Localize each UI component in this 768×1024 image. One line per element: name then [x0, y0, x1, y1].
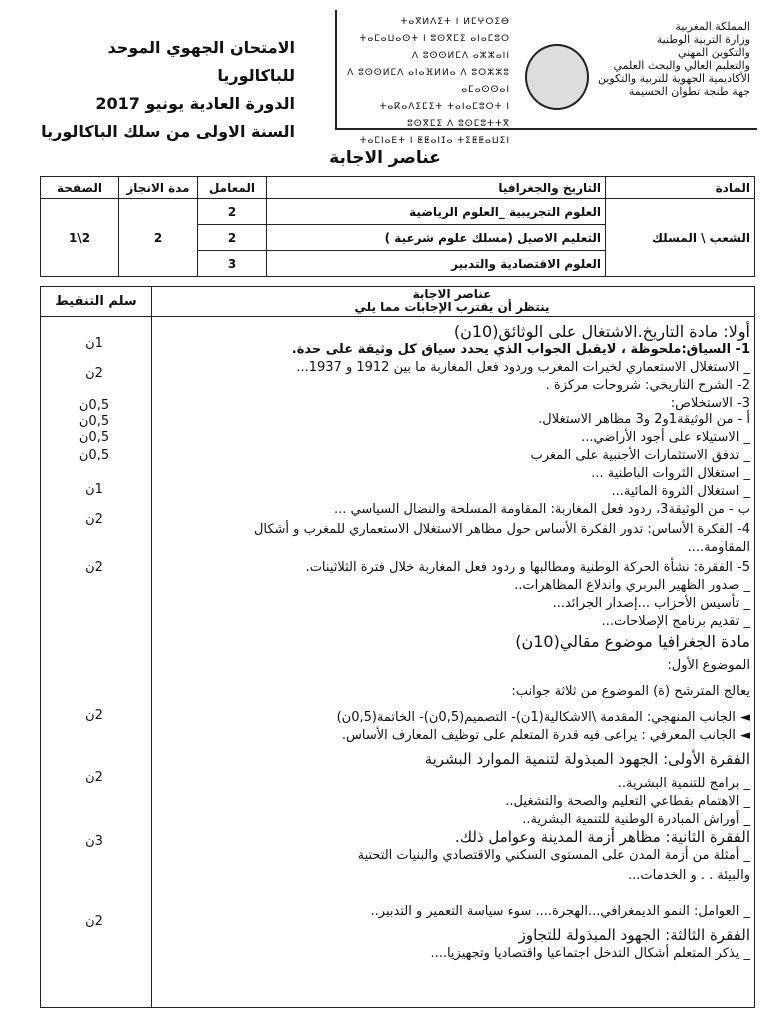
answer-line: الفقرة الثانية: مظاهر أزمة المدينة وعوامل ذلك.: [454, 828, 750, 846]
ministry-line-3: والتكوين المهني: [677, 46, 750, 59]
branch-coef: 2: [198, 225, 267, 251]
ministry-line-4: والتعليم العالي والبحث العلمي: [613, 59, 750, 72]
answer-line: _ أوراش المبادرة الوطنية للتنمية البشرية..: [522, 812, 750, 827]
score-value: 0,5ن: [78, 414, 110, 429]
answer-line: _ تدفق الاستثمارات الأجنبية على المغرب: [530, 448, 750, 463]
tifinagh-line-3: ⴷ ⵓⵙⵙⵍⵎⴷ ⴰⵣⵣⴰⵏⵏ: [411, 51, 510, 61]
tifinagh-block: [340, 14, 510, 150]
score-value: 0,5ن: [78, 398, 110, 413]
header-coef: المعامل: [198, 177, 267, 199]
answer-line: _ يذكر المتعلم أشكال التدخل اجتماعيا واقتصاديا وتجهيزيا....: [430, 946, 750, 961]
branch-name: التعليم الاصيل (مسلك علوم شرعية ): [267, 225, 606, 251]
document-title: عناصر الاجابة: [329, 148, 441, 168]
exam-line-2: الدورة العادية يونيو 2017: [95, 94, 295, 113]
score-value: 2ن: [85, 770, 103, 785]
answer-line: _ تقديم برنامج الإصلاحات...: [601, 614, 750, 629]
answer-line: _ استغلال الثروات الباطنية ...: [591, 466, 750, 481]
answer-line: ب - من الوثيقة3، ردود فعل المغاربة: المقاومة المسلحة والنضال السياسي ...: [334, 502, 750, 517]
branch-coef: 3: [198, 251, 267, 277]
header-duration: مدة الانجاز: [119, 177, 198, 199]
emblem-icon: [525, 44, 589, 110]
branch-name: العلوم الاقتصادية والتدبير: [267, 251, 606, 277]
answer-line: المقاومة....: [687, 540, 750, 555]
score-value: 1ن: [85, 482, 103, 497]
answer-line: أولا: مادة التاريخ.الاشتغال على الوثائق(10ن): [453, 322, 750, 341]
ministry-line-1: المملكة المغربية: [675, 20, 750, 33]
answers-header-divider: [40, 316, 755, 317]
tifinagh-line-6: ⵜⴰⵎⵏⴰⴹⵜ ⵏ ⵟⵟⴰⵏⵊⴰ ⵜⵉⵟⵟⴰⵡⵉⵏ: [359, 136, 510, 146]
page-value: 2\1: [41, 199, 119, 277]
tifinagh-line-1: ⵜⴰⴳⵍⴷⵉⵜ ⵏ ⵍⵎⵖⵔⵉⴱ: [400, 17, 510, 27]
exam-info: [30, 34, 295, 146]
answer-line: _ صدور الظهير البربري واندلاع المظاهرات..: [514, 578, 750, 593]
answer-line: مادة الجغرافيا موضوع مقالي(10ن): [515, 632, 750, 651]
exam-info-table: [40, 176, 755, 277]
exam-line-1: الامتحان الجهوي الموحد للباكالوريا: [107, 38, 295, 85]
score-value: 3ن: [85, 834, 103, 849]
score-value: 2ن: [85, 512, 103, 527]
score-value: 0,5ن: [78, 448, 110, 463]
answer-header: [152, 288, 752, 314]
answer-line: _ الاستيلاء على أجود الأراضي...: [581, 430, 750, 445]
answer-line: الفقرة الثالثة: الجهود المبذولة للتجاوز: [518, 926, 750, 944]
answer-line: ◄ الجانب المنهجي: المقدمة \الاشكالية(1ن)- التصميم(0,5ن)- الخاتمة(0,5ن): [336, 710, 750, 725]
ministry-line-6: جهة طنجة تطوان الحسيمة: [628, 85, 750, 98]
score-value: 2ن: [85, 560, 103, 575]
branch-coef: 2: [198, 199, 267, 225]
ministry-line-5: الأكاديمية الجهوية للتربية والتكوين: [597, 72, 750, 85]
answer-line: يعالج المترشح (ة) الموضوع من ثلاثة جوانب:: [511, 684, 750, 699]
answer-line: _ الاهتمام بقطاعي التعليم والصحة والتشغيل..: [505, 794, 750, 809]
answer-line: 3- الاستخلاص:: [670, 396, 750, 411]
header-subject: المادة: [606, 177, 755, 199]
header-subject-value: التاريخ والجغرافيا: [267, 177, 606, 199]
exam-line-3: السنة الاولى من سلك الباكالوريا: [41, 122, 295, 141]
tifinagh-line-4: ⴷ ⵓⵙⵙⵍⵎⴷ ⴰⵏⴰⴼⵍⵍⴰ ⴷ ⵓⵔⵣⵣⵓ ⴰⵎⴰⵙⵙⴰⵏ: [347, 68, 510, 95]
score-value: 1ن: [85, 336, 103, 351]
answer-line: ◄ الجانب المعرفي : يراعى فيه قدرة المتعلم على توظيف المعارف الأساس.: [341, 728, 750, 743]
answer-line: أ - من الوثيقة1و2 و3 مظاهر الاستغلال.: [538, 412, 750, 427]
score-column-divider: [151, 286, 152, 1008]
answer-line: الموضوع الأول:: [667, 658, 750, 673]
tifinagh-line-2: ⵜⴰⵎⴰⵡⴰⵙⵜ ⵏ ⵓⵙⴳⵎⵉ ⴰⵏⴰⵎⵓⵔ: [359, 34, 510, 44]
header-page: الصفحة: [41, 177, 119, 199]
score-value: 0,5ن: [78, 430, 110, 445]
answer-line: _ أمثلة من أزمة المدن على المستوى السكني والاقتصادي والبنيات التحتية: [357, 848, 750, 863]
score-value: 2ن: [85, 366, 103, 381]
tifinagh-line-5: ⵜⴰⴽⴰⴷⵉⵎⵉⵜ ⵜⴰⵏⴰⵎⵓⵔⵜ ⵏ ⵓⵙⴳⵎⵉ ⴷ ⵓⵙⵎⵓⵜⵜⴳ: [379, 102, 510, 129]
answer-line: _ الاستغلال الاستعماري لخيرات المغرب وردود فعل المغاربة ما بين 1912 و 1937...: [296, 360, 750, 375]
score-header: سلم التنقيط: [55, 294, 137, 309]
answer-line: _ برامج للتنمية البشرية..: [617, 776, 750, 791]
score-value: 2ن: [85, 914, 103, 929]
answer-line: _ العوامل: النمو الديمغرافي...الهجرة.... سوء سياسة التعمير و التدبير..: [370, 904, 750, 919]
answer-header-line-1: عناصر الاجابة: [412, 287, 492, 301]
answer-line: 5- الفقرة: نشأة الحركة الوطنية ومطالبها و ردود فعل المغاربة خلال فترة الثلاثينات.: [305, 560, 750, 575]
score-value: 2ن: [85, 708, 103, 723]
answer-line: والبيئة . . و الخدمات...: [627, 868, 750, 883]
branch-label: الشعب \ المسلك: [606, 199, 755, 277]
answer-line: 2- الشرح التاريخي: شروحات مركزة .: [545, 378, 750, 393]
answer-line: 1- السياق:ملحوظة ، لايقبل الجواب الذي يحدد سياق كل وثيقة على حدة.: [291, 342, 750, 357]
answer-line: الفقرة الأولى: الجهود المبذولة لتنمية الموارد البشرية: [424, 750, 750, 768]
answer-line: 4- الفكرة الأساس: تدور الفكرة الأساس حول مظاهر الاستغلال الاستعماري للمغرب و أشكال: [253, 522, 750, 537]
branch-name: العلوم التجريبية _العلوم الرياضية: [267, 199, 606, 225]
ministry-name: [590, 20, 750, 98]
answer-header-line-2: ينتظر أن يقترب الإجابات مما يلي: [354, 300, 550, 314]
duration-value: 2: [119, 199, 198, 277]
answer-line: _ استغلال الثروة المائية...: [611, 484, 750, 499]
ministry-line-2: وزارة التربية الوطنية: [656, 33, 750, 46]
answer-line: _ تأسيس الأحزاب ...إصدار الجرائد...: [552, 596, 750, 611]
